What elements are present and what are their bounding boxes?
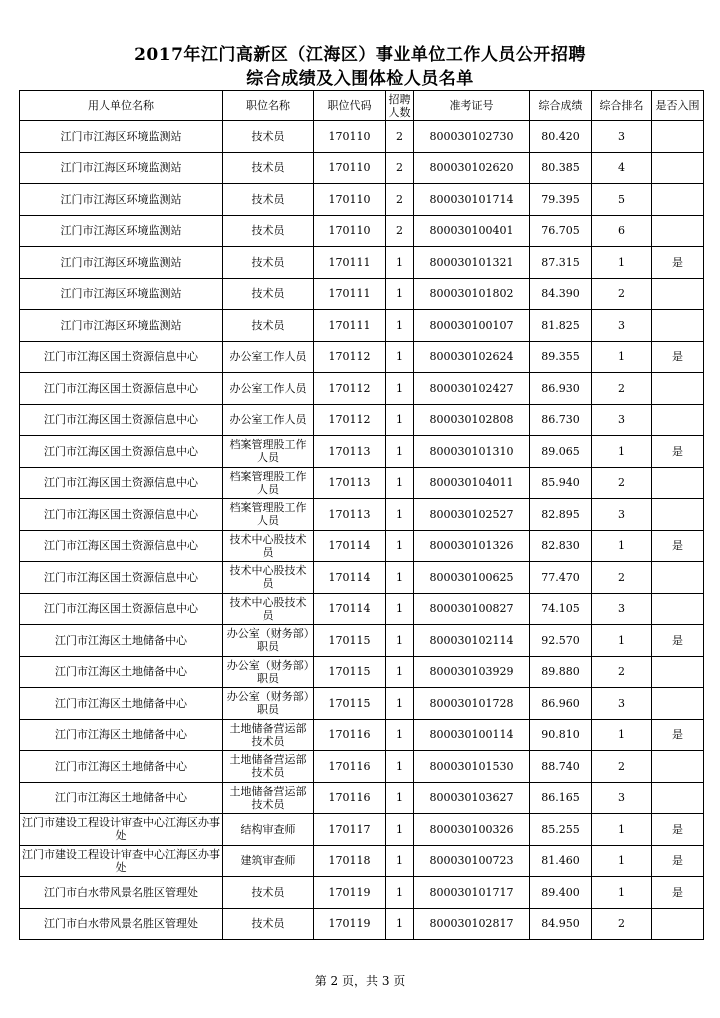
cell-rank: 3: [592, 310, 652, 342]
cell-shortlisted: [652, 688, 704, 720]
cell-exam-number: 800030101326: [414, 530, 530, 562]
cell-employer: 江门市江海区环境监测站: [20, 184, 223, 216]
cell-headcount: 1: [386, 310, 414, 342]
cell-employer: 江门市江海区国土资源信息中心: [20, 530, 223, 562]
cell-exam-number: 800030100401: [414, 215, 530, 247]
cell-rank: 1: [592, 814, 652, 846]
cell-score: 85.255: [530, 814, 592, 846]
cell-employer: 江门市江海区环境监测站: [20, 121, 223, 153]
cell-shortlisted: 是: [652, 845, 704, 877]
cell-employer: 江门市江海区土地储备中心: [20, 719, 223, 751]
cell-score: 77.470: [530, 562, 592, 594]
cell-exam-number: 800030100827: [414, 593, 530, 625]
cell-headcount: 1: [386, 845, 414, 877]
cell-position-code: 170114: [314, 593, 386, 625]
cell-position-code: 170113: [314, 467, 386, 499]
table-row: [20, 751, 704, 783]
cell-score: 80.385: [530, 152, 592, 184]
cell-rank: 1: [592, 719, 652, 751]
cell-employer: 江门市江海区国土资源信息中心: [20, 499, 223, 531]
table-row: [20, 310, 704, 342]
table-row: [20, 121, 704, 153]
cell-shortlisted: [652, 215, 704, 247]
cell-employer: 江门市江海区国土资源信息中心: [20, 404, 223, 436]
cell-score: 88.740: [530, 751, 592, 783]
cell-position-code: 170112: [314, 404, 386, 436]
cell-exam-number: 800030101728: [414, 688, 530, 720]
cell-employer: 江门市建设工程设计审查中心江海区办事处: [20, 845, 223, 877]
cell-position-code: 170119: [314, 877, 386, 909]
table-row: [20, 688, 704, 720]
cell-employer: 江门市江海区国土资源信息中心: [20, 341, 223, 373]
cell-position-code: 170111: [314, 278, 386, 310]
cell-employer: 江门市江海区环境监测站: [20, 152, 223, 184]
cell-employer: 江门市江海区国土资源信息中心: [20, 373, 223, 405]
cell-position: 技术员: [223, 121, 314, 153]
cell-position-code: 170116: [314, 782, 386, 814]
cell-position: 技术员: [223, 278, 314, 310]
cell-score: 76.705: [530, 215, 592, 247]
cell-score: 82.830: [530, 530, 592, 562]
cell-position-code: 170111: [314, 247, 386, 279]
cell-headcount: 1: [386, 719, 414, 751]
cell-headcount: 1: [386, 247, 414, 279]
cell-employer: 江门市江海区土地储备中心: [20, 782, 223, 814]
cell-position-code: 170119: [314, 908, 386, 940]
cell-shortlisted: 是: [652, 814, 704, 846]
cell-rank: 2: [592, 562, 652, 594]
cell-exam-number: 800030100326: [414, 814, 530, 846]
table-row: [20, 814, 704, 846]
cell-position: 技术员: [223, 877, 314, 909]
cell-rank: 1: [592, 341, 652, 373]
cell-shortlisted: [652, 782, 704, 814]
table-row: [20, 215, 704, 247]
cell-exam-number: 800030100114: [414, 719, 530, 751]
cell-exam-number: 800030104011: [414, 467, 530, 499]
header-position: 职位名称: [223, 91, 314, 121]
cell-position: 办公室工作人员: [223, 341, 314, 373]
cell-employer: 江门市江海区环境监测站: [20, 278, 223, 310]
cell-headcount: 1: [386, 436, 414, 468]
cell-headcount: 2: [386, 215, 414, 247]
cell-rank: 2: [592, 751, 652, 783]
cell-shortlisted: 是: [652, 877, 704, 909]
cell-position: 土地储备营运部技术员: [223, 719, 314, 751]
cell-shortlisted: [652, 656, 704, 688]
cell-exam-number: 800030101530: [414, 751, 530, 783]
cell-employer: 江门市江海区国土资源信息中心: [20, 436, 223, 468]
cell-headcount: 1: [386, 593, 414, 625]
cell-position: 土地储备营运部技术员: [223, 751, 314, 783]
cell-rank: 6: [592, 215, 652, 247]
cell-employer: 江门市江海区国土资源信息中心: [20, 467, 223, 499]
cell-score: 80.420: [530, 121, 592, 153]
cell-score: 90.810: [530, 719, 592, 751]
cell-headcount: 1: [386, 656, 414, 688]
cell-headcount: 1: [386, 278, 414, 310]
cell-headcount: 1: [386, 404, 414, 436]
cell-exam-number: 800030101714: [414, 184, 530, 216]
cell-position: 档案管理股工作人员: [223, 436, 314, 468]
cell-position: 技术员: [223, 908, 314, 940]
cell-shortlisted: 是: [652, 530, 704, 562]
header-position-code: 职位代码: [314, 91, 386, 121]
cell-rank: 2: [592, 656, 652, 688]
cell-headcount: 1: [386, 625, 414, 657]
table-row: [20, 184, 704, 216]
table-row: [20, 436, 704, 468]
cell-shortlisted: [652, 373, 704, 405]
header-employer: 用人单位名称: [20, 91, 223, 121]
cell-rank: 1: [592, 530, 652, 562]
cell-exam-number: 800030100107: [414, 310, 530, 342]
cell-position: 办公室工作人员: [223, 373, 314, 405]
cell-score: 84.390: [530, 278, 592, 310]
cell-position-code: 170110: [314, 215, 386, 247]
cell-position: 技术中心股技术员: [223, 593, 314, 625]
cell-headcount: 1: [386, 814, 414, 846]
cell-score: 86.960: [530, 688, 592, 720]
cell-exam-number: 800030102427: [414, 373, 530, 405]
cell-rank: 3: [592, 782, 652, 814]
cell-position-code: 170115: [314, 656, 386, 688]
cell-position-code: 170114: [314, 562, 386, 594]
cell-position: 办公室工作人员: [223, 404, 314, 436]
cell-position: 技术中心股技术员: [223, 562, 314, 594]
table-row: [20, 845, 704, 877]
cell-employer: 江门市江海区环境监测站: [20, 310, 223, 342]
table-row: [20, 908, 704, 940]
cell-exam-number: 800030101310: [414, 436, 530, 468]
cell-rank: 2: [592, 908, 652, 940]
cell-position-code: 170110: [314, 121, 386, 153]
cell-headcount: 2: [386, 121, 414, 153]
cell-shortlisted: [652, 467, 704, 499]
cell-rank: 3: [592, 688, 652, 720]
cell-shortlisted: [652, 751, 704, 783]
cell-position-code: 170115: [314, 688, 386, 720]
cell-exam-number: 800030102624: [414, 341, 530, 373]
cell-rank: 1: [592, 625, 652, 657]
cell-shortlisted: [652, 310, 704, 342]
cell-score: 81.460: [530, 845, 592, 877]
cell-shortlisted: 是: [652, 341, 704, 373]
cell-shortlisted: 是: [652, 719, 704, 751]
cell-exam-number: 800030100625: [414, 562, 530, 594]
cell-position: 办公室（财务部）职员: [223, 656, 314, 688]
cell-score: 89.880: [530, 656, 592, 688]
cell-headcount: 1: [386, 530, 414, 562]
cell-score: 89.065: [530, 436, 592, 468]
cell-rank: 1: [592, 436, 652, 468]
cell-exam-number: 800030100723: [414, 845, 530, 877]
page-footer: 第 2 页，共 3 页: [314, 974, 406, 988]
table-row: [20, 782, 704, 814]
cell-position: 技术中心股技术员: [223, 530, 314, 562]
cell-score: 86.730: [530, 404, 592, 436]
cell-employer: 江门市江海区环境监测站: [20, 215, 223, 247]
cell-position: 技术员: [223, 184, 314, 216]
cell-exam-number: 800030103929: [414, 656, 530, 688]
cell-exam-number: 800030102620: [414, 152, 530, 184]
cell-headcount: 1: [386, 877, 414, 909]
cell-score: 87.315: [530, 247, 592, 279]
cell-shortlisted: [652, 184, 704, 216]
cell-rank: 2: [592, 278, 652, 310]
table-row: [20, 593, 704, 625]
cell-employer: 江门市白水带风景名胜区管理处: [20, 877, 223, 909]
cell-shortlisted: 是: [652, 625, 704, 657]
table-row: [20, 341, 704, 373]
cell-position: 土地储备营运部技术员: [223, 782, 314, 814]
cell-score: 74.105: [530, 593, 592, 625]
cell-rank: 2: [592, 467, 652, 499]
cell-rank: 1: [592, 845, 652, 877]
cell-rank: 4: [592, 152, 652, 184]
cell-exam-number: 800030102817: [414, 908, 530, 940]
cell-shortlisted: 是: [652, 247, 704, 279]
cell-employer: 江门市建设工程设计审查中心江海区办事处: [20, 814, 223, 846]
cell-position-code: 170115: [314, 625, 386, 657]
cell-position: 办公室（财务部）职员: [223, 625, 314, 657]
cell-position-code: 170112: [314, 373, 386, 405]
cell-headcount: 2: [386, 184, 414, 216]
cell-headcount: 1: [386, 467, 414, 499]
cell-position-code: 170116: [314, 751, 386, 783]
cell-position-code: 170111: [314, 310, 386, 342]
table-row: [20, 247, 704, 279]
cell-shortlisted: [652, 593, 704, 625]
header-score: 综合成绩: [530, 91, 592, 121]
cell-rank: 3: [592, 404, 652, 436]
header-rank: 综合排名: [592, 91, 652, 121]
cell-rank: 1: [592, 247, 652, 279]
table-row: [20, 530, 704, 562]
cell-score: 79.395: [530, 184, 592, 216]
header-exam-number: 准考证号: [414, 91, 530, 121]
cell-employer: 江门市江海区土地储备中心: [20, 656, 223, 688]
cell-employer: 江门市江海区土地储备中心: [20, 625, 223, 657]
cell-exam-number: 800030101802: [414, 278, 530, 310]
table-row: [20, 404, 704, 436]
cell-exam-number: 800030103627: [414, 782, 530, 814]
cell-position-code: 170114: [314, 530, 386, 562]
cell-shortlisted: 是: [652, 436, 704, 468]
table-header-row: [20, 91, 704, 121]
cell-score: 86.165: [530, 782, 592, 814]
cell-score: 84.950: [530, 908, 592, 940]
cell-rank: 3: [592, 593, 652, 625]
cell-rank: 1: [592, 877, 652, 909]
cell-position: 建筑审查师: [223, 845, 314, 877]
cell-exam-number: 800030102527: [414, 499, 530, 531]
cell-position: 档案管理股工作人员: [223, 499, 314, 531]
cell-headcount: 1: [386, 782, 414, 814]
cell-score: 81.825: [530, 310, 592, 342]
cell-headcount: 1: [386, 908, 414, 940]
cell-position-code: 170118: [314, 845, 386, 877]
cell-headcount: 1: [386, 751, 414, 783]
results-table: [19, 90, 704, 940]
cell-shortlisted: [652, 908, 704, 940]
cell-position-code: 170112: [314, 341, 386, 373]
cell-score: 92.570: [530, 625, 592, 657]
cell-employer: 江门市江海区国土资源信息中心: [20, 562, 223, 594]
cell-shortlisted: [652, 152, 704, 184]
cell-rank: 3: [592, 121, 652, 153]
cell-position: 技术员: [223, 215, 314, 247]
table-row: [20, 562, 704, 594]
cell-score: 89.400: [530, 877, 592, 909]
cell-headcount: 1: [386, 562, 414, 594]
cell-score: 89.355: [530, 341, 592, 373]
cell-exam-number: 800030102730: [414, 121, 530, 153]
cell-shortlisted: [652, 562, 704, 594]
cell-score: 82.895: [530, 499, 592, 531]
table-row: [20, 656, 704, 688]
cell-position-code: 170113: [314, 499, 386, 531]
cell-shortlisted: [652, 404, 704, 436]
cell-shortlisted: [652, 121, 704, 153]
cell-employer: 江门市江海区环境监测站: [20, 247, 223, 279]
cell-headcount: 1: [386, 688, 414, 720]
cell-score: 85.940: [530, 467, 592, 499]
cell-employer: 江门市江海区土地储备中心: [20, 751, 223, 783]
cell-rank: 2: [592, 373, 652, 405]
table-row: [20, 877, 704, 909]
cell-employer: 江门市江海区国土资源信息中心: [20, 593, 223, 625]
header-shortlisted: 是否入围: [652, 91, 704, 121]
cell-shortlisted: [652, 278, 704, 310]
cell-position: 技术员: [223, 152, 314, 184]
cell-headcount: 2: [386, 152, 414, 184]
cell-position: 办公室（财务部）职员: [223, 688, 314, 720]
cell-employer: 江门市江海区土地储备中心: [20, 688, 223, 720]
cell-rank: 5: [592, 184, 652, 216]
cell-headcount: 1: [386, 499, 414, 531]
page-subtitle: 综合成绩及入围体检人员名单: [246, 69, 474, 89]
cell-position: 技术员: [223, 310, 314, 342]
cell-exam-number: 800030102114: [414, 625, 530, 657]
cell-exam-number: 800030101717: [414, 877, 530, 909]
table-row: [20, 499, 704, 531]
cell-position-code: 170110: [314, 184, 386, 216]
page-title: 2017年江门高新区（江海区）事业单位工作人员公开招聘: [134, 45, 586, 65]
cell-exam-number: 800030102808: [414, 404, 530, 436]
cell-shortlisted: [652, 499, 704, 531]
table-row: [20, 278, 704, 310]
cell-position-code: 170113: [314, 436, 386, 468]
cell-position: 档案管理股工作人员: [223, 467, 314, 499]
cell-headcount: 1: [386, 373, 414, 405]
table-row: [20, 467, 704, 499]
table-row: [20, 719, 704, 751]
header-headcount: 招聘人数: [386, 91, 414, 121]
cell-position: 结构审查师: [223, 814, 314, 846]
cell-headcount: 1: [386, 341, 414, 373]
cell-position: 技术员: [223, 247, 314, 279]
table-row: [20, 152, 704, 184]
table-row: [20, 373, 704, 405]
table-row: [20, 625, 704, 657]
cell-position-code: 170116: [314, 719, 386, 751]
cell-position-code: 170117: [314, 814, 386, 846]
cell-employer: 江门市白水带风景名胜区管理处: [20, 908, 223, 940]
cell-rank: 3: [592, 499, 652, 531]
cell-exam-number: 800030101321: [414, 247, 530, 279]
cell-position-code: 170110: [314, 152, 386, 184]
cell-score: 86.930: [530, 373, 592, 405]
